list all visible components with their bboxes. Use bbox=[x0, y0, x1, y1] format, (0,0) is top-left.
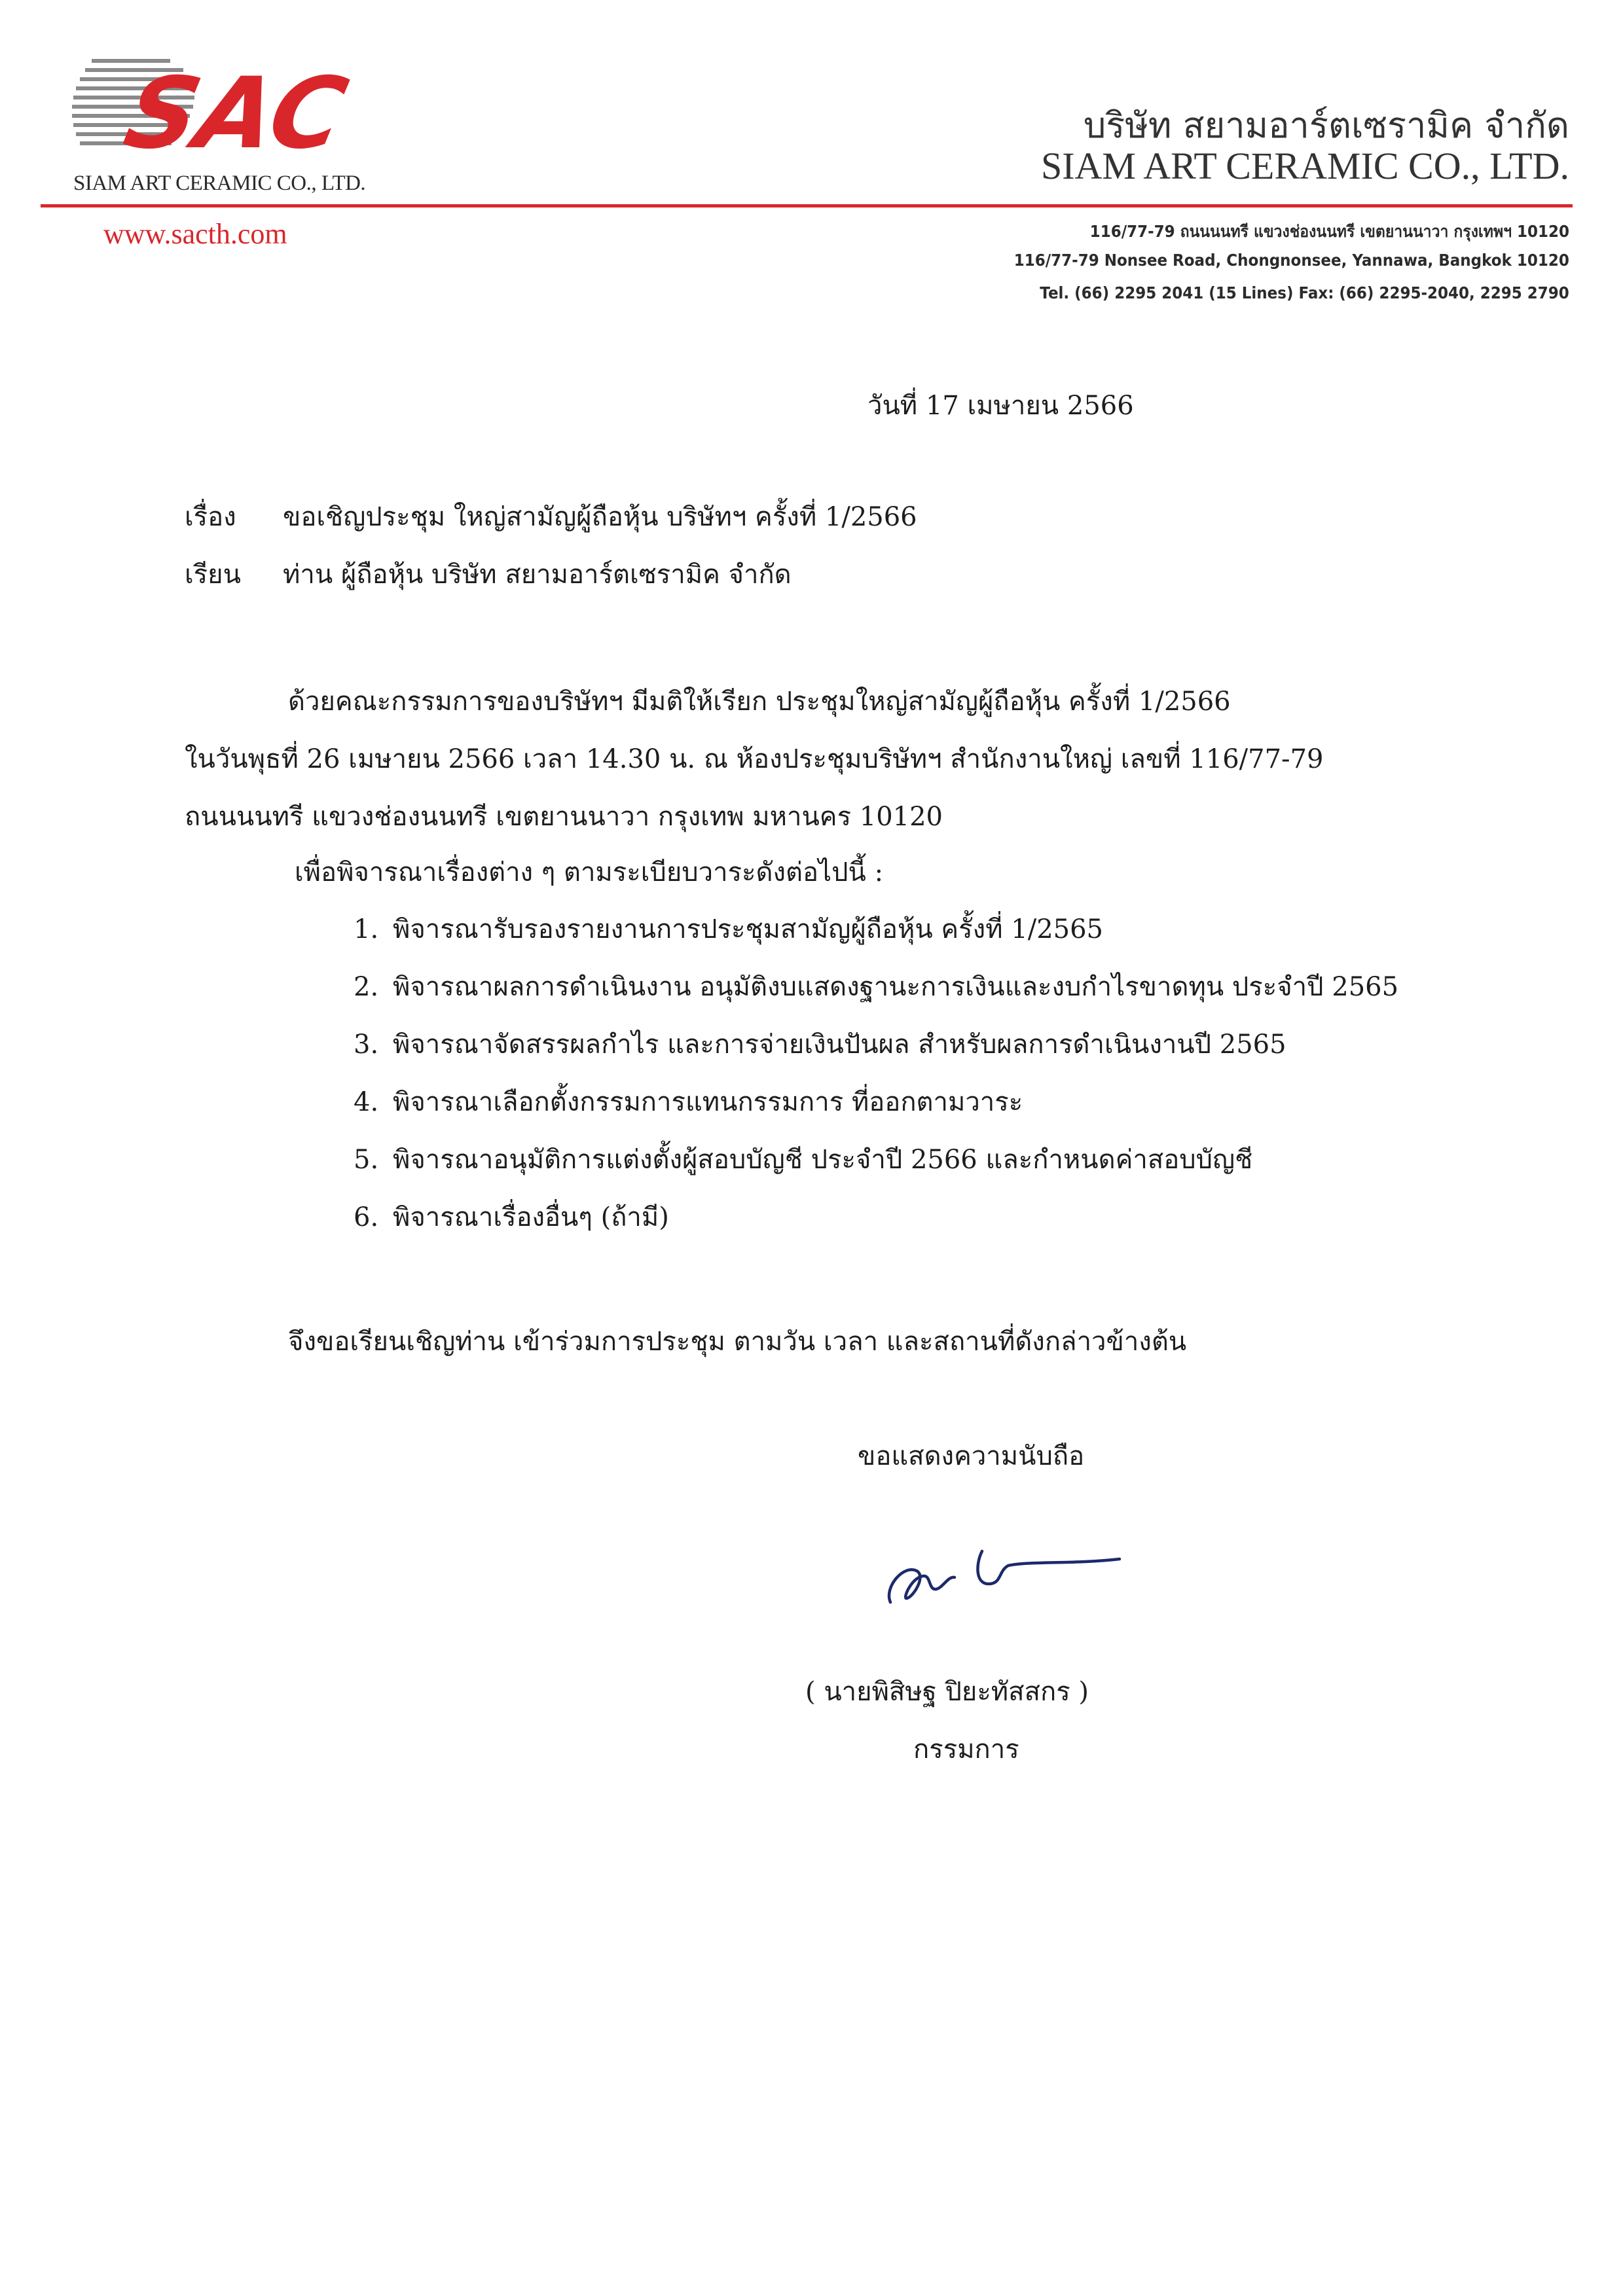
agenda-item-number: 3. bbox=[354, 1030, 379, 1060]
agenda-item-number: 6. bbox=[354, 1202, 379, 1232]
body-paragraph-line: ด้วยคณะกรรมการของบริษัทฯ มีมติให้เรียก ประชุมใหญ่สามัญผู้ถือหุ้น ครั้งที่ 1/2566 bbox=[288, 687, 1231, 717]
closing-invitation: จึงขอเรียนเชิญท่าน เข้าร่วมการประชุม ตามวัน เวลา และสถานที่ดังกล่าวข้างต้น bbox=[288, 1327, 1187, 1357]
agenda-item-number: 2. bbox=[354, 972, 379, 1002]
recipient-text: ท่าน ผู้ถือหุ้น บริษัท สยามอาร์ตเซรามิค จำกัด bbox=[283, 560, 792, 590]
agenda-item-number: 4. bbox=[354, 1087, 379, 1117]
signatory-name: ( นายพิสิษฐ ปิยะทัสสกร ) bbox=[805, 1677, 1089, 1707]
agenda-item-text: พิจารณาเลือกตั้งกรรมการแทนกรรมการ ที่ออกตามวาระ bbox=[393, 1087, 1023, 1117]
body-paragraph-line: ถนนนนทรี แขวงช่องนนทรี เขตยานนาวา กรุงเทพ มหานคร 10120 bbox=[185, 802, 943, 832]
agenda-item-text: พิจารณาจัดสรรผลกำไร และการจ่ายเงินปันผล สำหรับผลการดำเนินงานปี 2565 bbox=[393, 1030, 1286, 1060]
subject-label: เรื่อง bbox=[185, 502, 236, 532]
agenda-item-text: พิจารณาเรื่องอื่นๆ (ถ้ามี) bbox=[393, 1202, 669, 1232]
agenda-item-number: 5. bbox=[354, 1145, 379, 1175]
company-name-en: SIAM ART CERAMIC CO., LTD. bbox=[1040, 145, 1569, 187]
subject-text: ขอเชิญประชุม ใหญ่สามัญผู้ถือหุ้น บริษัทฯ ครั้งที่ 1/2566 bbox=[283, 502, 917, 532]
agenda-item-text: พิจารณาผลการดำเนินงาน อนุมัติงบแสดงฐานะการเงินและงบกำไรขาดทุน ประจำปี 2565 bbox=[393, 972, 1399, 1002]
agenda-intro: เพื่อพิจารณาเรื่องต่าง ๆ ตามระเบียบวาระดังต่อไปนี้ : bbox=[295, 857, 884, 888]
logo-caption: SIAM ART CERAMIC CO., LTD. bbox=[73, 171, 366, 195]
regards-line: ขอแสดงความนับถือ bbox=[858, 1441, 1085, 1471]
address-line-en: 116/77-79 Nonsee Road, Chongnonsee, Yannawa, Bangkok 10120 bbox=[1013, 251, 1569, 270]
contact-line: Tel. (66) 2295 2041 (15 Lines) Fax: (66) 2295-2040, 2295 2790 bbox=[1040, 283, 1569, 302]
recipient-label: เรียน bbox=[185, 560, 241, 590]
logo-wordmark: SAC bbox=[115, 56, 356, 171]
agenda-item-number: 1. bbox=[354, 914, 379, 944]
handwritten-signature bbox=[877, 1525, 1126, 1623]
company-website-link[interactable]: www.sacth.com bbox=[103, 218, 287, 250]
letter-date: วันที่ 17 เมษายน 2566 bbox=[867, 391, 1134, 421]
agenda-item-text: พิจารณารับรองรายงานการประชุมสามัญผู้ถือหุ้น ครั้งที่ 1/2565 bbox=[393, 914, 1103, 944]
body-paragraph-line: ในวันพุธที่ 26 เมษายน 2566 เวลา 14.30 น. ณ ห้องประชุมบริษัทฯ สำนักงานใหญ่ เลขที่ 116/77-79 bbox=[185, 744, 1324, 774]
signatory-position: กรรมการ bbox=[913, 1734, 1019, 1765]
sac-logo-icon bbox=[72, 52, 373, 183]
agenda-item-text: พิจารณาอนุมัติการแต่งตั้งผู้สอบบัญชี ประจำปี 2566 และกำหนดค่าสอบบัญชี bbox=[393, 1145, 1253, 1175]
company-name-th: บริษัท สยามอาร์ตเซรามิค จำกัด bbox=[1083, 105, 1569, 146]
signature-icon bbox=[877, 1525, 1126, 1623]
address-line-th: 116/77-79 ถนนนนทรี แขวงช่องนนทรี เขตยานนาวา กรุงเทพฯ 10120 bbox=[1089, 222, 1569, 241]
header-divider bbox=[41, 204, 1573, 207]
